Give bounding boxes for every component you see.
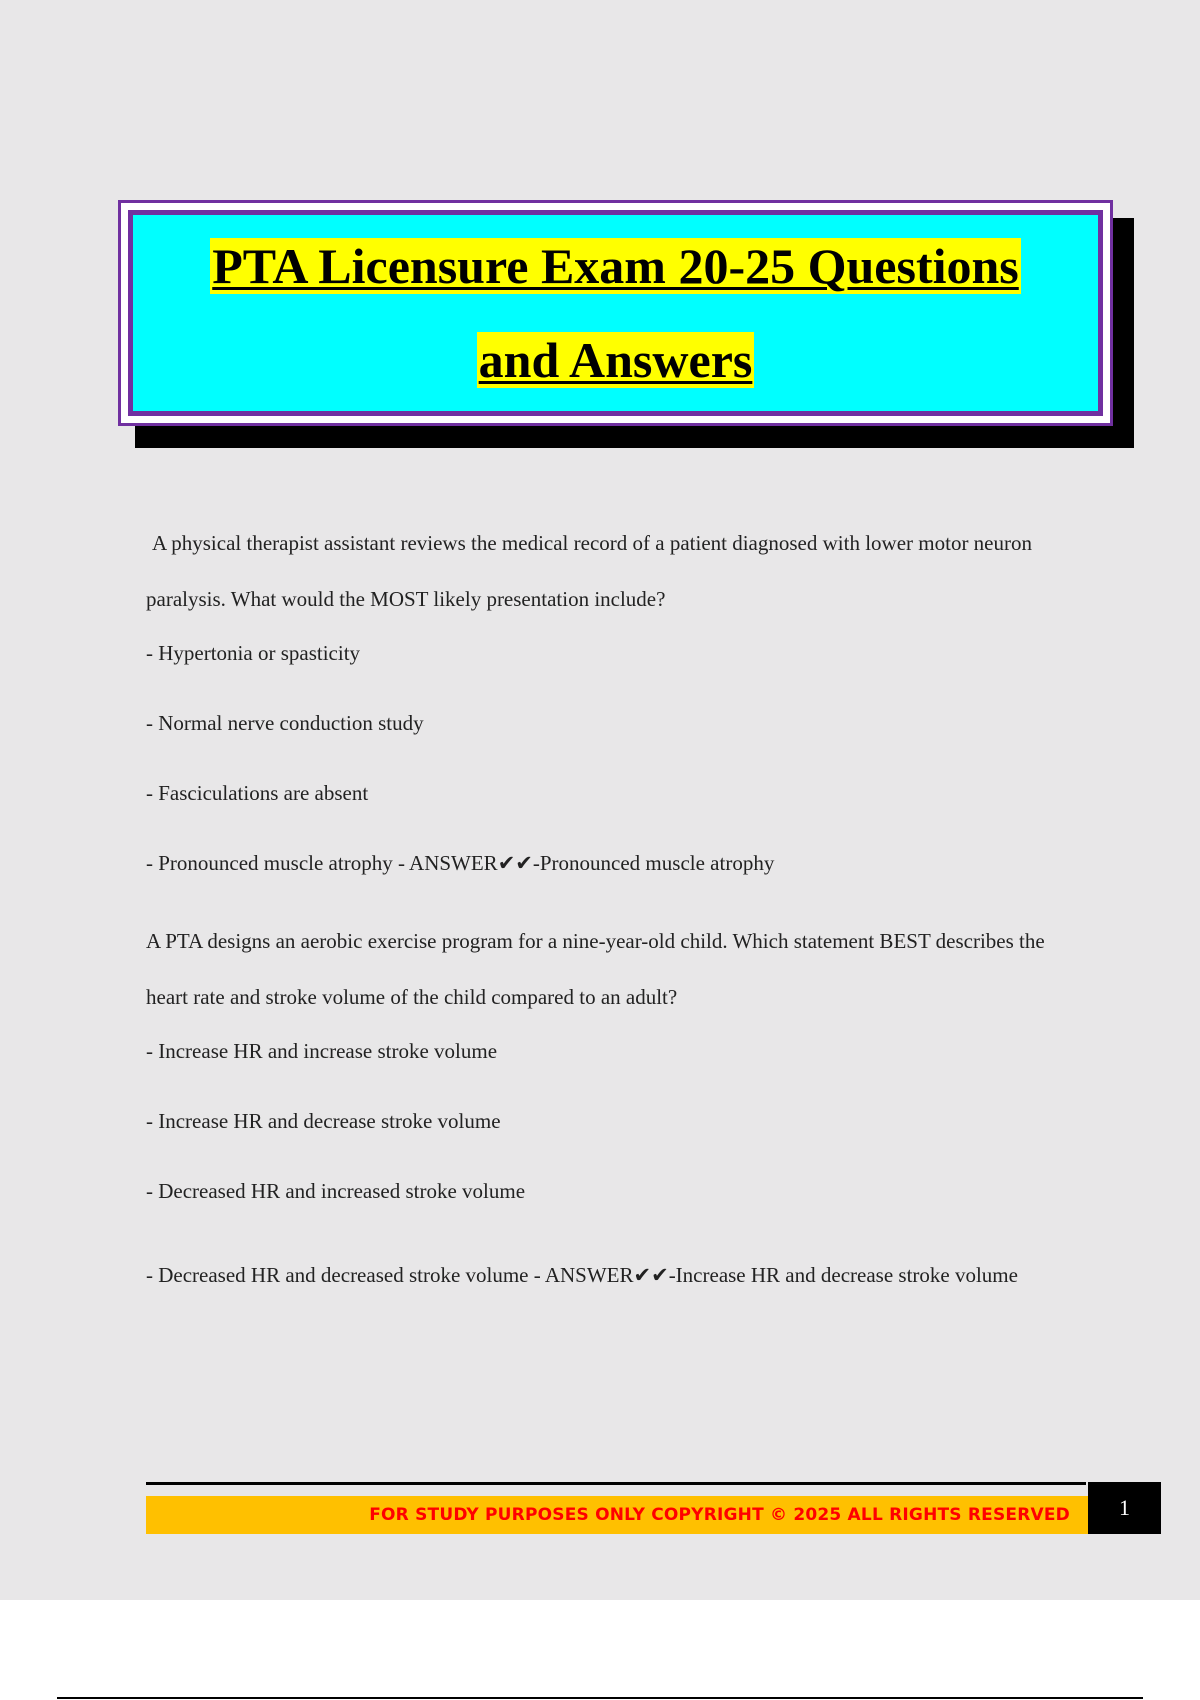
question-block-2 [146, 913, 1076, 1303]
answer-option: - Hypertonia or spasticity [146, 641, 361, 665]
answer-option-with-key: - Decreased HR and decreased stroke volume - ANSWER✔✔-Increase HR and decrease stroke volume [146, 1263, 1018, 1287]
title-text-2: and Answers [478, 332, 753, 388]
title-text-1: PTA Licensure Exam 20-25 Questions [212, 238, 1019, 294]
page-number: 1 [1119, 1495, 1130, 1520]
title-line-2 [477, 313, 755, 407]
answer-option: - Decreased HR and increased stroke volume [146, 1179, 526, 1203]
next-page-rule [57, 1697, 1143, 1699]
title-box [118, 200, 1113, 426]
question-block-1 [146, 515, 1076, 877]
footer-bar [146, 1496, 1088, 1534]
question-text: A physical therapist assistant reviews the medical record of a patient diagnosed with lower motor neuron paralysis. What would the MOST likely presentation include? [146, 531, 1033, 611]
question-text: A PTA designs an aerobic exercise program for a nine-year-old child. Which statement BEST describes the heart rate and stroke volume of the child compared to an adult? [146, 929, 1045, 1009]
footer-rule [146, 1482, 1086, 1485]
page-number-box [1088, 1482, 1161, 1534]
answer-option: - Increase HR and decrease stroke volume [146, 1109, 501, 1133]
answer-option: - Fasciculations are absent [146, 781, 369, 805]
answer-option-with-key: - Pronounced muscle atrophy - ANSWER✔✔-Pronounced muscle atrophy [146, 851, 775, 875]
title-box-inner [128, 210, 1103, 416]
answer-option: - Increase HR and increase stroke volume [146, 1039, 498, 1063]
footer-copyright: FOR STUDY PURPOSES ONLY COPYRIGHT © 2025 ALL RIGHTS RESERVED [369, 1505, 1070, 1525]
answer-option: - Normal nerve conduction study [146, 711, 424, 735]
title-line-1 [210, 219, 1021, 313]
document-body [146, 515, 1076, 1303]
